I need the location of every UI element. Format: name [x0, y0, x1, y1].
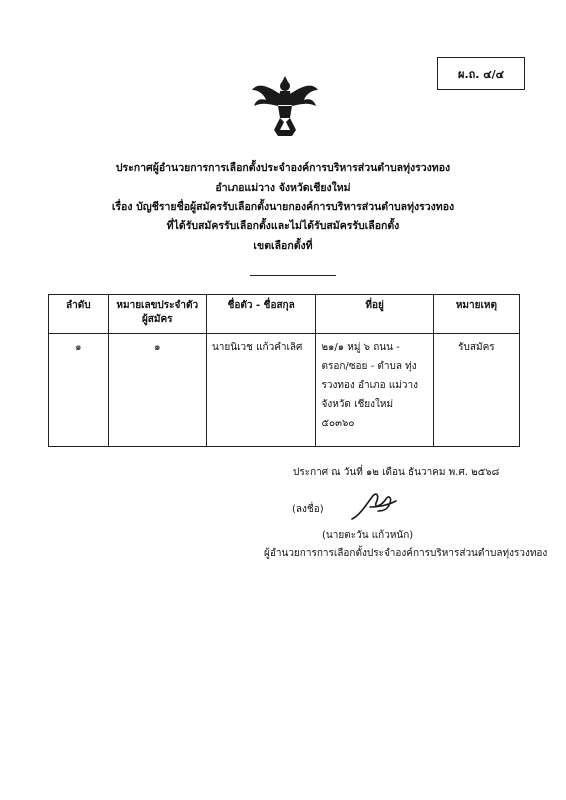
table-row — [49, 334, 520, 447]
header-name: ชื่อตัว - ชื่อสกุล — [206, 295, 316, 334]
announcement-date: ประกาศ ณ วันที่ ๑๒ เดือน ธันวาคม พ.ศ. ๒๕๖๘ — [293, 467, 500, 478]
signer-name: (นายตะวัน แก้วหนัก) — [322, 530, 414, 541]
form-code-text: ผ.ถ. ๔/๔ — [458, 67, 504, 81]
header-address: ที่อยู่ — [316, 295, 433, 334]
cell-address: ๒๑/๑ หมู่ ๖ ถนน - ตรอก/ซอย - ตำบล ทุ่งรวงทอง อำเภอ แม่วาง จังหวัด เชียงใหม่ ๕๐๓๖๐ — [316, 334, 433, 447]
cell-order: ๑ — [49, 334, 109, 447]
signer-title: ผู้อำนวยการการเลือกตั้งประจำองค์การบริหารส่วนตำบลทุ่งรวงทอง — [264, 548, 548, 559]
signature-label: (ลงชื่อ) — [292, 504, 324, 515]
heading-line-1: ประกาศผู้อำนวยการการเลือกตั้งประจำองค์การบริหารส่วนตำบลทุ่งรวงทอง — [115, 162, 451, 174]
cell-number: ๑ — [108, 334, 206, 447]
header-remark: หมายเหตุ — [433, 295, 519, 334]
candidate-table — [48, 294, 520, 447]
heading-line-5: เขตเลือกตั้งที่ — [253, 240, 313, 252]
heading-line-2: อำเภอแม่วาง จังหวัดเชียงใหม่ — [215, 182, 351, 194]
divider — [250, 275, 336, 276]
signature-mark — [348, 485, 398, 525]
heading-line-3: เรื่อง บัญชีรายชื่อผู้สมัครรับเลือกตั้งนายกองค์การบริหารส่วนตำบลทุ่งรวงทอง — [111, 201, 455, 213]
heading-line-4: ที่ได้รับสมัครรับเลือกตั้งและไม่ได้รับสมัครรับเลือกตั้ง — [166, 220, 400, 232]
form-code-box — [437, 57, 525, 90]
cell-name: นายนิเวช แก้วคำเลิศ — [206, 334, 316, 447]
header-number: หมายเลขประจำตัว ผู้สมัคร — [108, 295, 206, 334]
header-order: ลำดับ — [49, 295, 109, 334]
table-header-row — [49, 295, 520, 334]
cell-remark: รับสมัคร — [433, 334, 519, 447]
garuda-emblem-icon — [250, 72, 320, 142]
